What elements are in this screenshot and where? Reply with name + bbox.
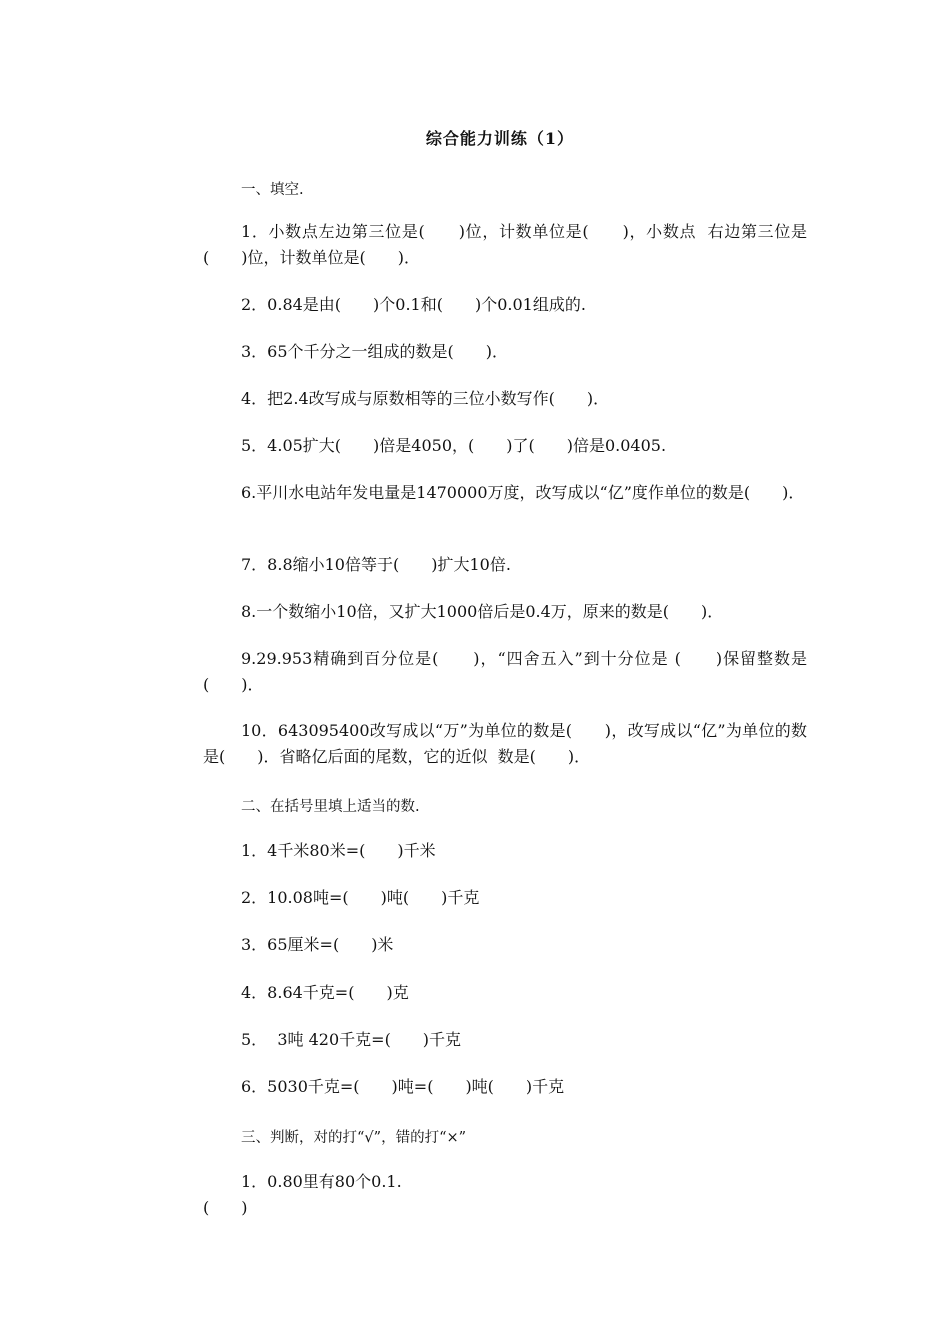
question-2-2: 2．10.08吨=( )吨( )千克 xyxy=(241,888,480,907)
question-1-4: 4．把2.4改写成与原数相等的三位小数写作( )． xyxy=(241,389,610,408)
question-2-3: 3．65厘米=( )米 xyxy=(241,935,394,954)
answer-blank: ( ) xyxy=(203,1198,248,1217)
question-2-1: 1．4千米80米=( )千米 xyxy=(241,841,436,860)
question-2-4: 4．8.64千克=( )克 xyxy=(241,983,409,1002)
question-1-1: 1．小数点左边第三位是( )位，计数单位是( )，小数点 右边第三位是( )位，计数单位是( )． xyxy=(203,222,807,267)
section-3-heading: 三、判断，对的打“√”，错的打“×” xyxy=(241,1130,467,1146)
question-1-2: 2．0.84是由( )个0.1和( )个0.01组成的. xyxy=(241,295,586,314)
question-1-9: 9.29.953精确到百分位是( )，“四舍五入”到十分位是 ( )保留整数是( )． xyxy=(203,649,807,694)
question-2-5: 5． 3吨 420千克=( )千克 xyxy=(241,1030,462,1049)
question-1-8: 8.一个数缩小10倍，又扩大1000倍后是0.4万，原来的数是( )． xyxy=(241,602,724,621)
question-1-10: 10．643095400改写成以“万”为单位的数是( )，改写成以“亿”为单位的数是( )．省略亿后面的尾数，它的近似 数是( )． xyxy=(203,721,807,766)
question-1-6: 6.平川水电站年发电量是1470000万度，改写成以“亿”度作单位的数是( )． xyxy=(241,483,805,502)
question-3-1: 1．0.80里有80个0.1. xyxy=(241,1172,402,1191)
page-title: 综合能力训练（1） xyxy=(425,129,575,148)
question-1-7: 7．8.8缩小10倍等于( )扩大10倍. xyxy=(241,555,511,574)
question-1-5: 5．4.05扩大( )倍是4050，( )了( )倍是0.0405. xyxy=(241,436,667,455)
section-2-heading: 二、在括号里填上适当的数. xyxy=(241,799,420,815)
question-2-6: 6．5030千克=( )吨=( )吨( )千克 xyxy=(241,1077,565,1096)
section-1-heading: 一、填空. xyxy=(241,182,304,198)
question-1-3: 3．65个千分之一组成的数是( )． xyxy=(241,342,509,361)
